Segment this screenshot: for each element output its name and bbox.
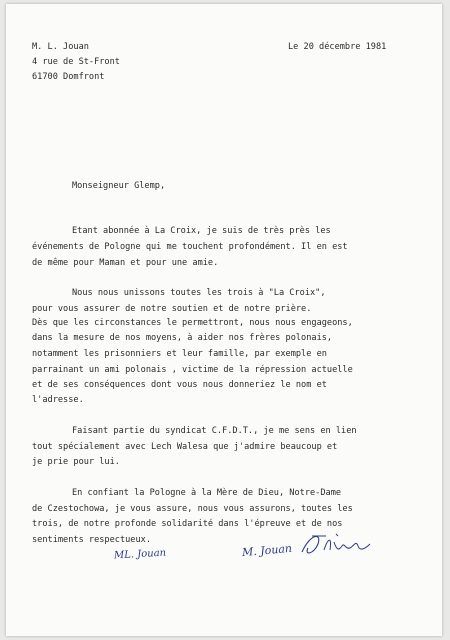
body-line: Etant abonnée à La Croix, je suis de très près les <box>72 226 331 236</box>
sender-name: M. L. Jouan <box>32 42 89 52</box>
body-line: Nous nous unissons toutes les trois à "La Croix", <box>72 288 326 298</box>
body-line: Faisant partie du syndicat C.F.D.T., je me sens en lien <box>72 426 357 436</box>
body-line: pour vous assurer de notre soutien et de notre prière. <box>32 304 312 314</box>
body-line: événements de Pologne qui me touchent profondément. Il en est <box>32 242 348 252</box>
letter-date: Le 20 décembre 1981 <box>288 42 387 52</box>
body-line: En confiant la Pologne à la Mère de Dieu, Notre-Dame <box>72 488 342 498</box>
body-line: dans la mesure de nos moyens, à aider nos frères polonais, <box>32 333 333 343</box>
body-line: l'adresse. <box>32 395 84 405</box>
body-line: et de ses conséquences dont vous nous donneriez le nom et <box>32 380 327 390</box>
body-line: Dès que les circonstances le permettront, nous nous engageons, <box>32 318 353 328</box>
body-line: de même pour Maman et pour une amie. <box>32 258 219 268</box>
signature-flourish <box>296 526 376 560</box>
signature-left: ML. Jouan <box>113 547 167 562</box>
body-line: de Czestochowa, je vous assure, nous vous assurons, toutes les <box>32 504 353 514</box>
sender-street: 4 rue de St-Front <box>32 57 120 67</box>
salutation: Monseigneur Glemp, <box>72 181 166 191</box>
body-line: parrainant un ami polonais , victime de la répression actuelle <box>32 365 353 375</box>
body-line: sentiments respectueux. <box>32 535 151 545</box>
signature-right: M. Jouan <box>241 541 293 560</box>
body-line: tout spécialement avec Lech Walesa que j'admire beaucoup et <box>32 442 338 452</box>
body-line: je prie pour lui. <box>32 457 120 467</box>
letter-page <box>6 4 442 636</box>
body-line: trois, de notre profonde solidarité dans l'épreuve et de nos <box>32 519 343 529</box>
sender-city: 61700 Domfront <box>32 72 105 82</box>
body-line: notamment les prisonniers et leur famille, par exemple en <box>32 349 327 359</box>
